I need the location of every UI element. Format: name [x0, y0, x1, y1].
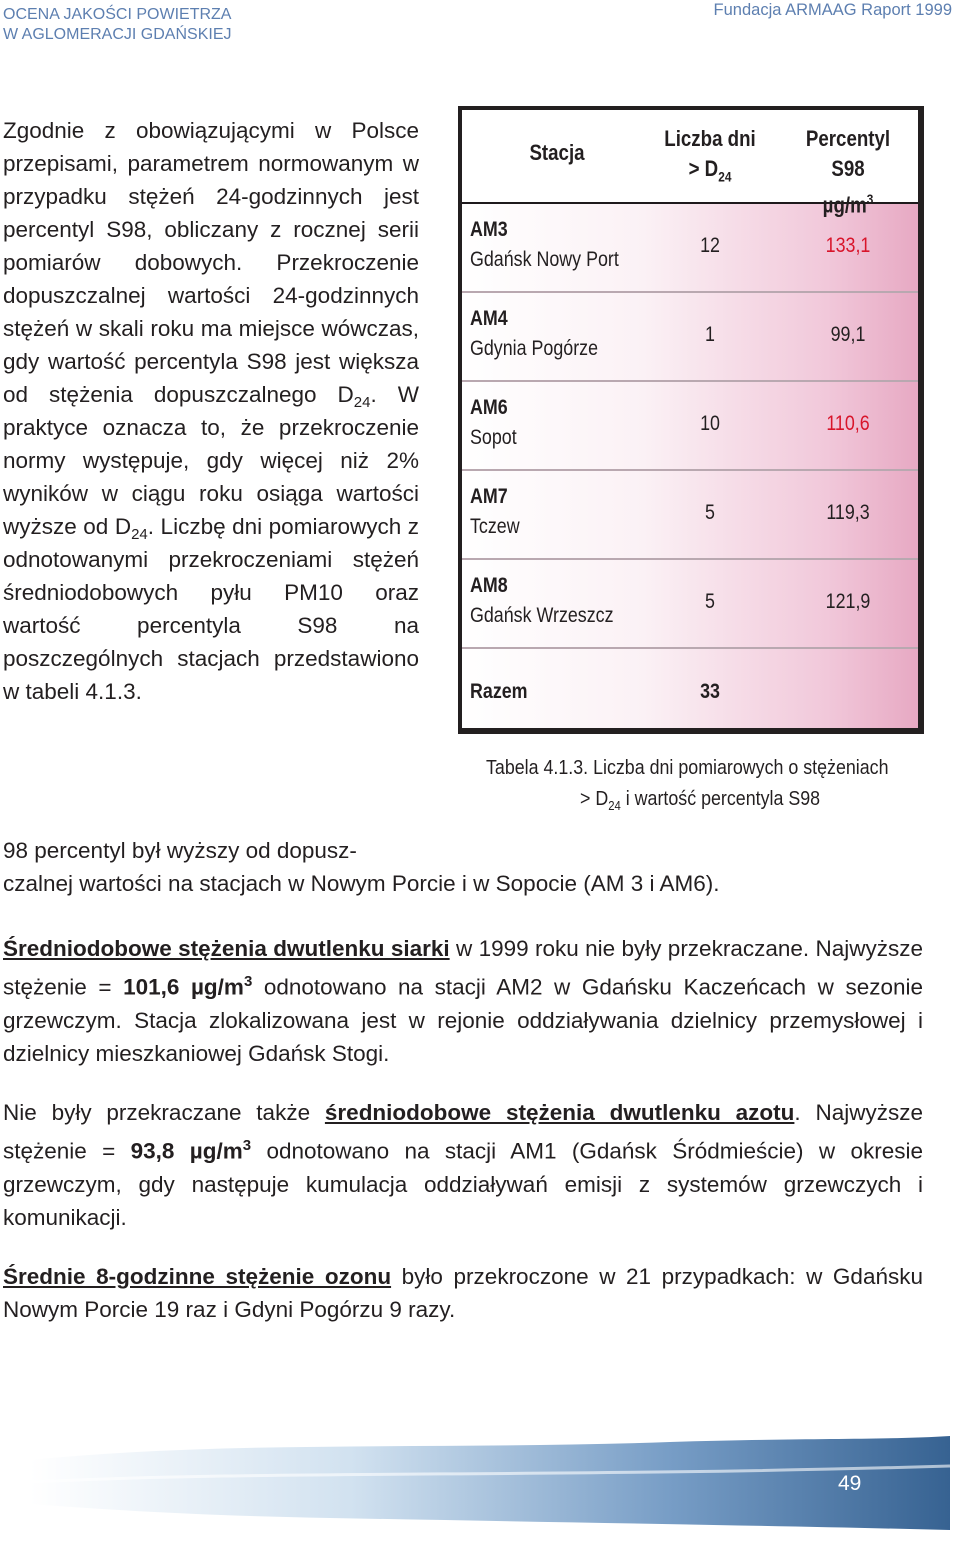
percentile-value: 133,1	[825, 234, 871, 257]
sulfur-dioxide-heading: Średniodobowe stężenia dwutlenku siarki	[3, 936, 450, 961]
table-row-am3	[462, 204, 918, 293]
header-days-line1: Liczba dni	[664, 126, 756, 151]
header-station: Stacja	[529, 140, 585, 165]
nitrogen-dioxide-text2: odnotowano na stacji AM1 (Gdańsk Śródmieście) w okresie grzewczym, gdy następuje kumulacja oddziaływań emisji z systemów grzewczych i komunikacji.	[3, 1138, 923, 1230]
header-days-line2	[659, 154, 761, 191]
header-days	[659, 124, 761, 191]
percentile-value: 110,6	[826, 412, 870, 435]
ozone-heading: Średnie 8-godzinne stężenie ozonu	[3, 1264, 392, 1289]
total-label: Razem	[470, 680, 528, 703]
percentile-value: 119,3	[826, 501, 870, 524]
nitrogen-dioxide-value: 93,8 µg/m	[130, 1138, 243, 1164]
exceedance-line1: 98 percentyl był wyższy od dopusz-	[3, 838, 357, 863]
header-title-line1: OCENA JAKOŚCI POWIETRZA	[3, 6, 232, 23]
station-code: AM6	[470, 396, 508, 419]
table-row-am6	[462, 382, 918, 471]
sulfur-dioxide-sup: 3	[243, 973, 253, 990]
exceedance-days: 5	[705, 501, 715, 524]
sulfur-dioxide-value: 101,6 µg/m	[123, 974, 244, 1000]
table-row-am8	[462, 560, 918, 649]
station-name: Tczew	[470, 515, 520, 538]
header-report-name: Fundacja ARMAAG Raport 1999	[713, 1, 952, 19]
exceedance-days: 1	[705, 323, 715, 346]
table-total-row	[462, 650, 918, 732]
caption-sub: 24	[608, 798, 621, 814]
station-name: Gdańsk Nowy Port	[470, 248, 619, 271]
stations-table	[458, 106, 924, 734]
station-code: AM8	[470, 574, 508, 597]
ozone-paragraph	[3, 1260, 923, 1326]
nitrogen-dioxide-heading: średniodobowe stężenia dwutlenku azotu	[324, 1100, 795, 1125]
intro-part1: Zgodnie z obowiązującymi w Polsce przepisami, parametrem normowanym w przypadku stężeń 24-godzinnych jest percentyl S98, obliczany z rocznej serii pomiarów dobowych. Przekroczenie dopuszczalnej wartości 24-godzinnych stężeń w skali roku ma miejsce wówczas, gdy wartość percentyla S98 jest większa od stężenia dopuszczalnego D	[3, 118, 419, 407]
nitrogen-dioxide-text1: . Najwyższe stężenie =	[3, 1100, 924, 1164]
exceedance-line2: czalnej wartości na stacjach w Nowym Porcie i w Sopocie (AM 3 i AM6).	[3, 871, 720, 896]
station-code: AM3	[470, 218, 508, 241]
total-days: 33	[700, 680, 720, 703]
caption-line2	[486, 783, 886, 821]
station-name: Sopot	[470, 426, 517, 449]
table-row-am7	[462, 471, 918, 560]
exceedance-days: 12	[700, 234, 720, 257]
sulfur-dioxide-text1: w 1999 roku nie były przekraczane. Najwyższe stężenie =	[3, 936, 923, 1000]
header-percentile-line1: Percentyl S98	[805, 126, 891, 181]
exceedance-days: 10	[700, 412, 720, 435]
caption-suffix: i wartość percentyla S98	[620, 787, 821, 810]
station-code: AM4	[470, 307, 508, 330]
header-unit-sup: 3	[866, 191, 874, 207]
header-days-d: > D	[688, 156, 719, 181]
exceedance-paragraph	[3, 834, 923, 900]
intro-paragraph	[3, 114, 419, 708]
intro-sub2: 24	[131, 526, 148, 543]
ozone-text: było przekroczone w 21 przypadkach: w Gdańsku Nowym Porcie 19 raz i Gdyni Pogórzu 9 razy.	[3, 1264, 923, 1322]
intro-part3: . Liczbę dni pomiarowych z odnotowanymi przekroczeniami stężeń średniodobowych pyłu PM10 oraz wartość percentyla S98 na poszczególnych stacjach przedstawiono w tabeli 4.1.3.	[3, 514, 419, 704]
station-code: AM7	[470, 485, 508, 508]
header-unit-text: µg/m	[822, 192, 867, 218]
sulfur-dioxide-text2: odnotowano na stacji AM2 w Gdańsku Kaczeńcach w sezonie grzewczym. Stacja zlokalizowana jest w rejonie oddziaływania dzielnicy przemysłowej i dzielnicy mieszkaniowej Gdańsk Stogi.	[3, 974, 923, 1066]
footer-wave-graphic	[30, 1430, 950, 1540]
page-number: 49	[838, 1472, 862, 1495]
caption-line1: Tabela 4.1.3. Liczba dni pomiarowych o stężeniach	[486, 756, 889, 779]
table-row-am4	[462, 293, 918, 382]
intro-part2: . W praktyce oznacza to, że przekroczenie normy występuje, gdy więcej niż 2% wyników w ciągu roku osiąga wartości wyższe od D	[3, 382, 420, 539]
header-title-line2: W AGLOMERACJI GDAŃSKIEJ	[3, 26, 232, 43]
nitrogen-dioxide-paragraph	[3, 1096, 923, 1234]
station-name: Gdynia Pogórze	[470, 337, 599, 360]
header-days-sub: 24	[718, 168, 732, 185]
percentile-value: 99,1	[830, 323, 866, 346]
caption-d: > D	[579, 787, 609, 810]
station-name: Gdańsk Wrzeszcz	[470, 604, 614, 627]
exceedance-days: 5	[705, 590, 715, 613]
header-title	[3, 5, 231, 45]
table-caption	[486, 752, 889, 821]
intro-sub1: 24	[353, 394, 371, 411]
sulfur-dioxide-paragraph	[3, 932, 923, 1070]
percentile-value: 121,9	[825, 590, 871, 613]
nitrogen-dioxide-text0: Nie były przekraczane także	[3, 1100, 325, 1125]
nitrogen-dioxide-sup: 3	[242, 1137, 252, 1154]
table-body	[462, 110, 918, 728]
